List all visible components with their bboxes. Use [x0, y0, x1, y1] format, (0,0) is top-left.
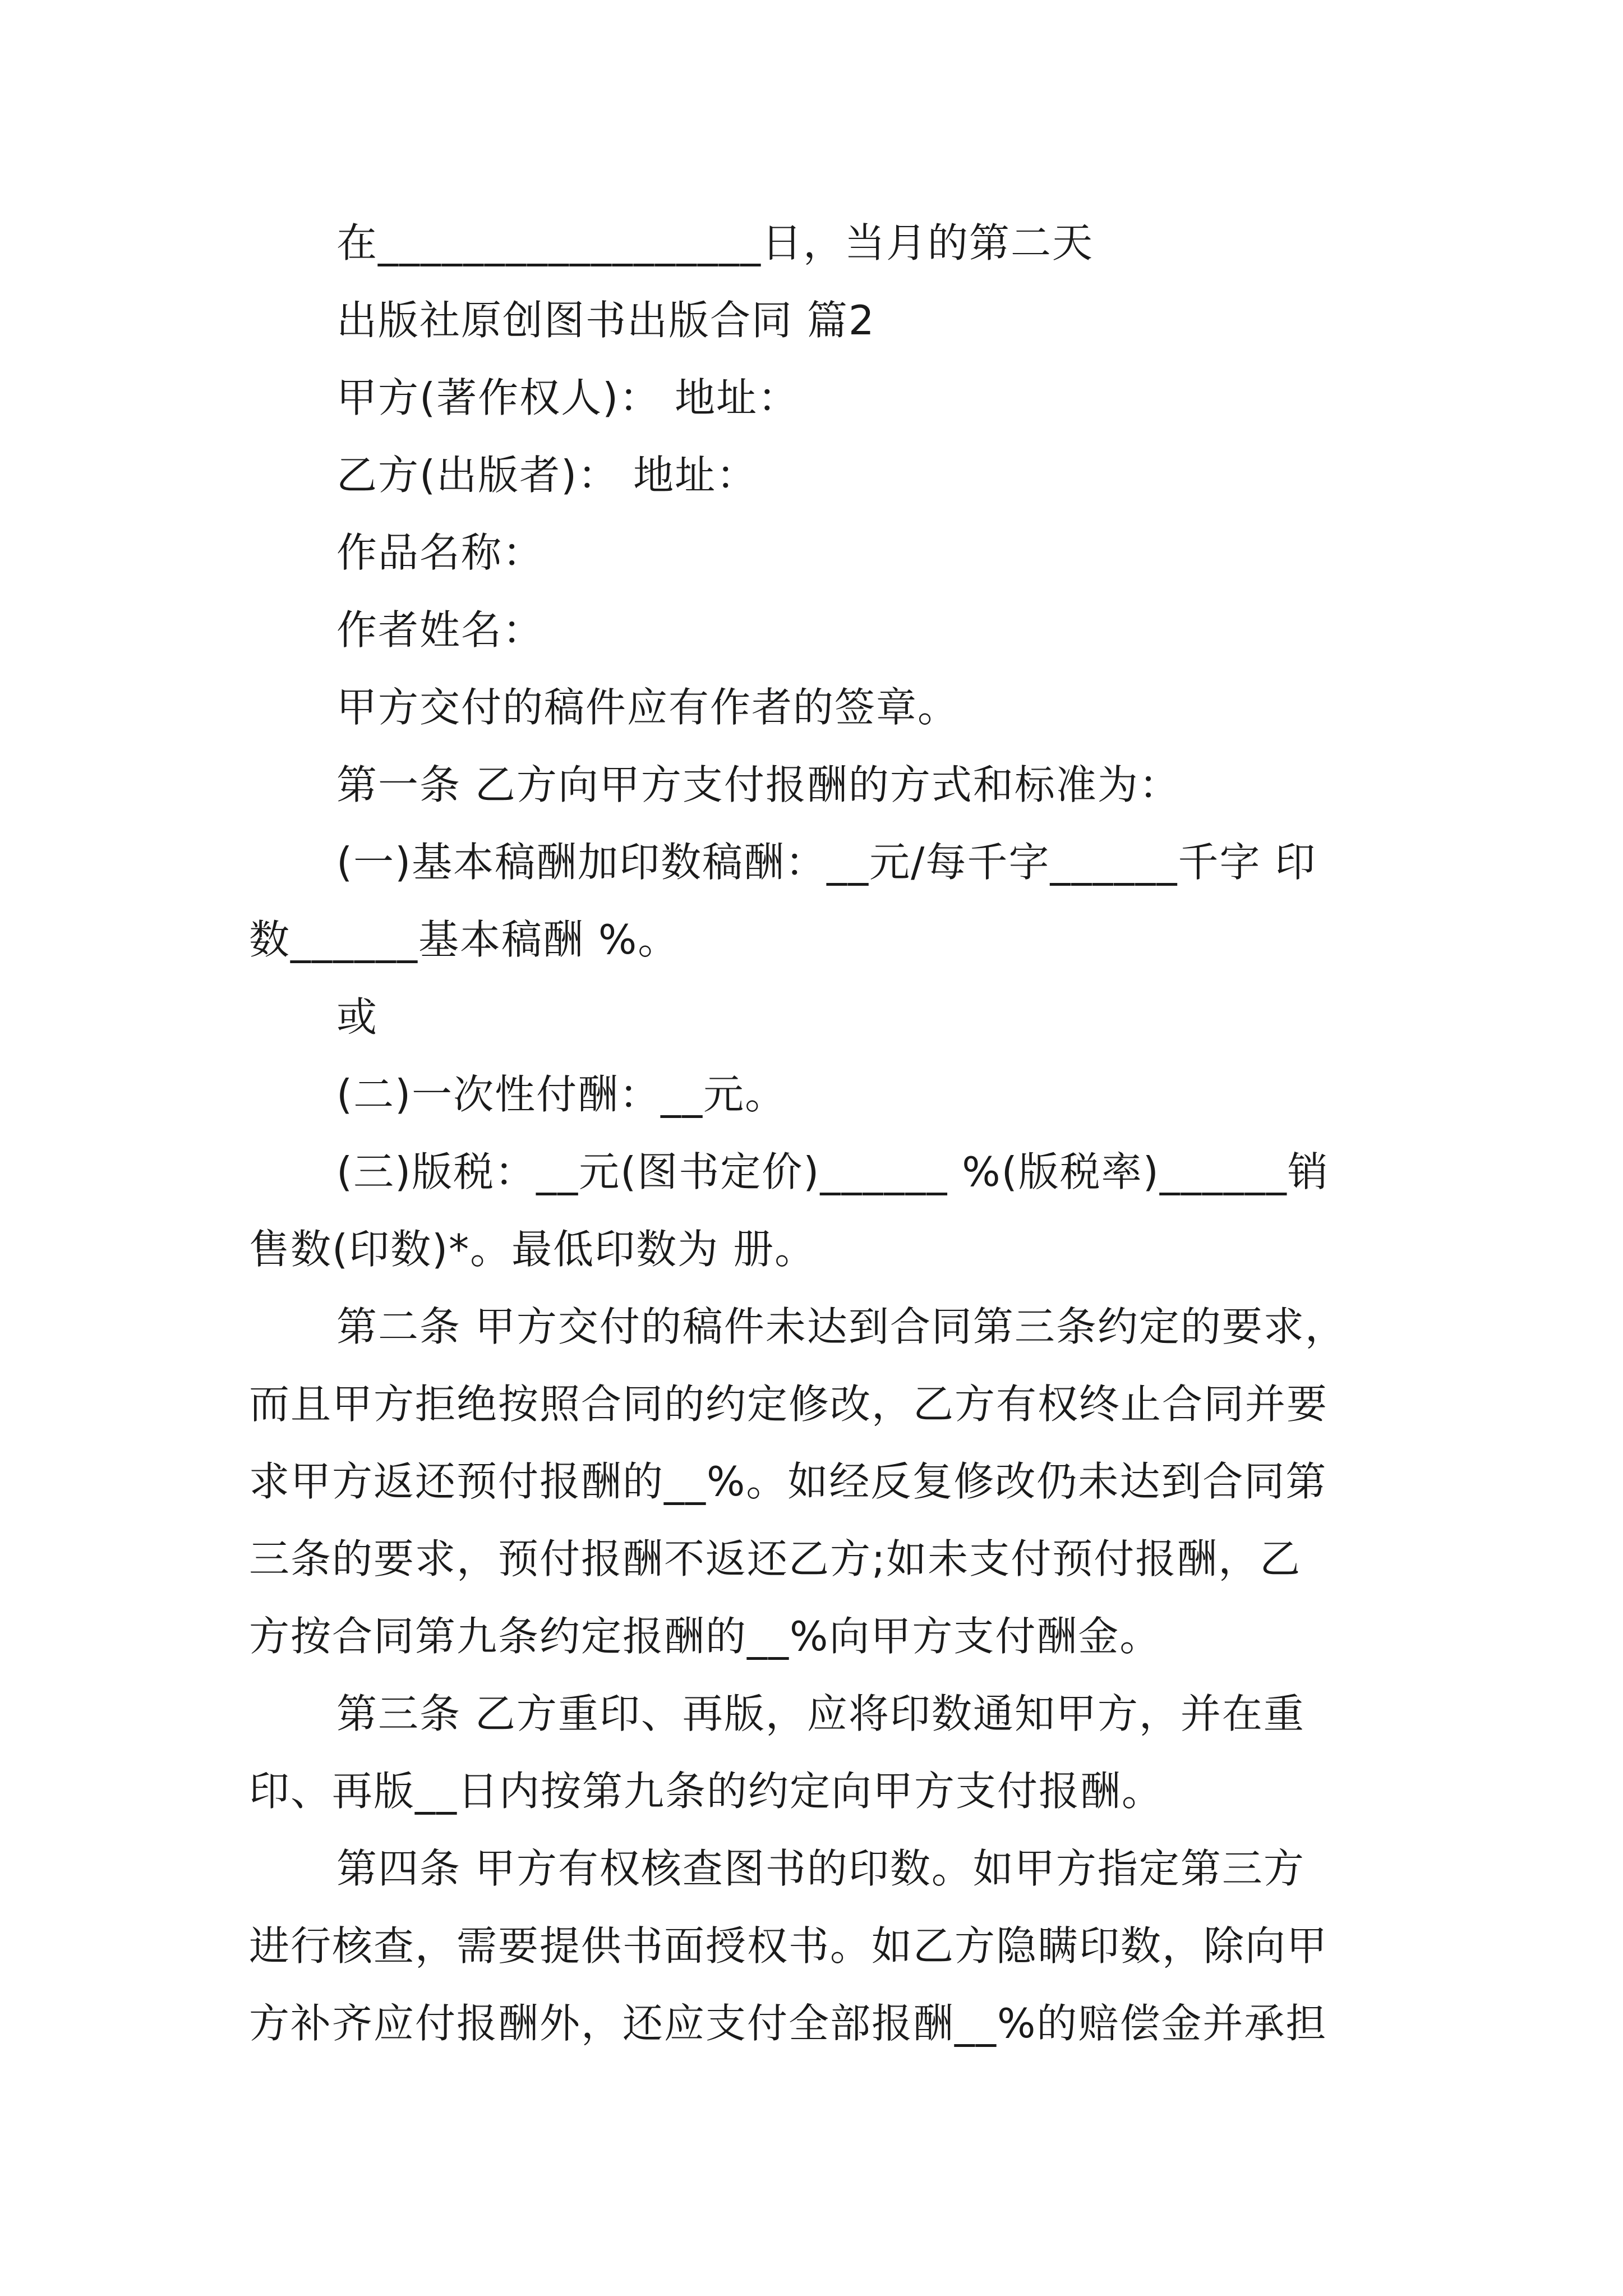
party-b-line: 乙方(出版者)： 地址： [336, 452, 758, 499]
article-3-line-1: 第三条 乙方重印、再版，应将印数通知甲方，并在重 [336, 1690, 1305, 1737]
work-title-line: 作品名称： [336, 529, 545, 576]
article-2-line-2: 而且甲方拒绝按照合同的约定修改，乙方有权终止合同并要 [249, 1381, 1329, 1428]
clause-1-line-2: 数______基本稿酬 %。 [249, 916, 680, 963]
article-4-line-1: 第四条 甲方有权核查图书的印数。如甲方指定第三方 [336, 1845, 1305, 1892]
article-3-line-2: 印、再版__日内按第九条的约定向甲方支付报酬。 [249, 1768, 1164, 1815]
article-4-line-3: 方补齐应付报酬外，还应支付全部报酬__%的赔偿金并承担 [249, 2000, 1327, 2047]
clause-3-line-2: 售数(印数)*。最低印数为 册。 [249, 1226, 817, 1273]
article-4-line-2: 进行核查，需要提供书面授权书。如乙方隐瞒印数，除向甲 [249, 1922, 1329, 1970]
signature-note: 甲方交付的稿件应有作者的签章。 [336, 684, 960, 731]
clause-1-line-1: (一)基本稿酬加印数稿酬：__元/每千字______千字 印 [336, 839, 1317, 886]
article-2-line-3: 求甲方返还预付报酬的__%。如经反复修改仍未达到合同第 [249, 1458, 1327, 1505]
article-1-heading: 第一条 乙方向甲方支付报酬的方式和标准为： [336, 761, 1181, 808]
or-line: 或 [336, 993, 379, 1041]
clause-3-line-1: (三)版税：__元(图书定价)______ %(版税率)______销 [336, 1148, 1329, 1195]
text-line-date: 在__________________日，当月的第二天 [336, 219, 1094, 266]
article-2-line-5: 方按合同第九条约定报酬的__%向甲方支付酬金。 [249, 1613, 1161, 1660]
section-title: 出版社原创图书出版合同 篇2 [336, 297, 875, 344]
party-a-line: 甲方(著作权人)： 地址： [336, 374, 800, 421]
article-2-line-4: 三条的要求，预付报酬不返还乙方;如未支付预付报酬，乙 [249, 1535, 1302, 1582]
author-name-line: 作者姓名： [336, 606, 545, 654]
clause-2-line: (二)一次性付酬：__元。 [336, 1071, 787, 1118]
article-2-line-1: 第二条 甲方交付的稿件未达到合同第三条约定的要求， [336, 1303, 1347, 1350]
